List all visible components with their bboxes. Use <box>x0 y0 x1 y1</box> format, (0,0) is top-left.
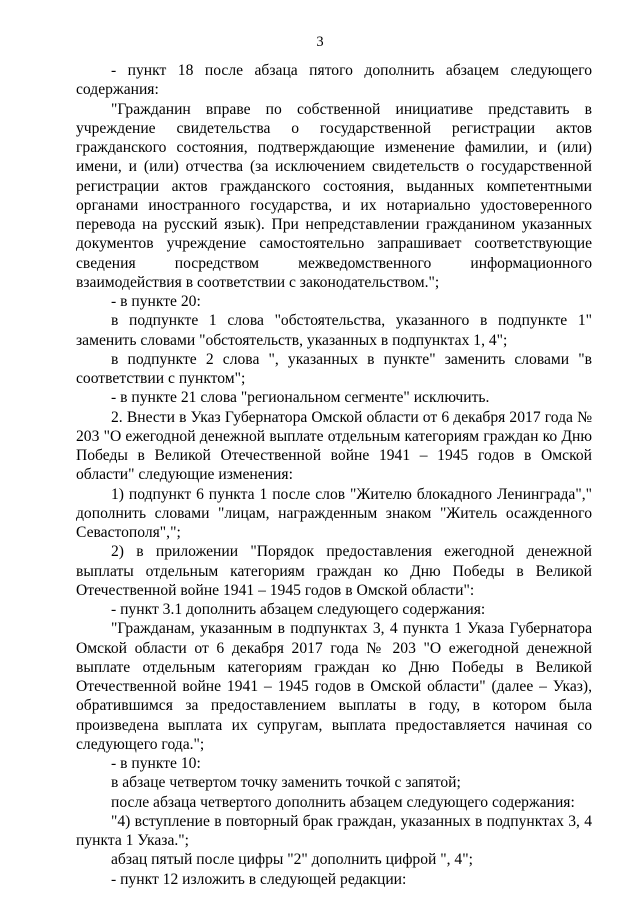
paragraph-after-fourth-clause: после абзаца четвертого дополнить абзацем следующего содержания: <box>111 793 575 811</box>
paragraph-section-2: 2. Внести в Указ Губернатора Омской области от 6 декабря 2017 года № 203 "О ежегодной денежной выплате отдельным категориям граждан ко Дню Победы в Великой Отечественной войне 1941 – 1945 годов в Омской области" следующие изменения: <box>76 408 592 484</box>
paragraph-fourth-clause: в абзаце четвертом точку заменить точкой с запятой; <box>111 774 461 792</box>
paragraph-item-3-1: - пункт 3.1 дополнить абзацем следующего содержания: <box>111 601 486 618</box>
paragraph-subitem-1: в подпункте 1 слова "обстоятельства, указанного в подпункте 1" заменить словами "обстоятельств, указанных в подпунктах 1, 4"; <box>76 312 592 349</box>
paragraph-change-2: 2) в приложении "Порядок предоставления ежегодной денежной выплаты отдельным категориям граждан ко Дню Победы в Великой Отечественной войне 1941 – 1945 годов в Омской области": <box>76 543 592 599</box>
paragraph-item-10: - в пункте 10: <box>111 755 201 772</box>
page-number: 3 <box>316 34 324 50</box>
paragraph-item-18-amendment: - пункт 18 после абзаца пятого дополнить абзацем следующего содержания: <box>76 62 592 99</box>
paragraph-subitem-2: в подпункте 2 слова ", указанных в пункте" заменить словами "в соответствии с пунктом"; <box>76 350 592 387</box>
paragraph-item-21: - в пункте 21 слова "региональном сегменте" исключить. <box>111 389 490 407</box>
paragraph-item-20: - в пункте 20: <box>111 293 201 310</box>
paragraph-fifth-clause: абзац пятый после цифры "2" дополнить цифрой ", 4"; <box>111 851 473 869</box>
paragraph-remarriage-quote: "4) вступление в повторный брак граждан, указанных в подпунктах 3, 4 пункта 1 Указа."; <box>76 812 592 849</box>
paragraph-item-12: - пункт 12 изложить в следующей редакции: <box>111 870 407 888</box>
document-body <box>76 61 592 889</box>
paragraph-citizens-quote: "Гражданам, указанным в подпунктах 3, 4 пункта 1 Указа Губернатора Омской области от 6 декабря 2017 года № 203 "О ежегодной денежной выплате отдельным категориям граждан ко Дню Победы в Великой Отечественной войне 1941 – 1945 годов в Омской области" (далее – Указ), обратившимся за предоставлением выплаты в году, в котором была произведена выплата их супругам, выплата предоставляется начиная со следующего года."; <box>76 620 592 753</box>
paragraph-citizen-right-quote: "Гражданин вправе по собственной инициативе представить в учреждение свидетельства о государственной регистрации актов гражданского состояния, подтверждающие изменение фамилии, и (или) имени, и (или) отчества (за исключением свидетельств о государственной регистрации актов гражданского состояния, выданных компетентными органами иностранного государства, и их нотариально удостоверенного перевода на русский язык). При непредставлении гражданином указанных документов учреждение самостоятельно запрашивает соответствующие сведения посредством межведомственного информационного взаимодействия в соответствии с законодательством."; <box>76 100 592 291</box>
paragraph-change-1: 1) подпункт 6 пункта 1 после слов "Жителю блокадного Ленинграда"," дополнить словами "лицам, награжденным знаком "Житель осажденного Севастополя","; <box>76 485 592 541</box>
